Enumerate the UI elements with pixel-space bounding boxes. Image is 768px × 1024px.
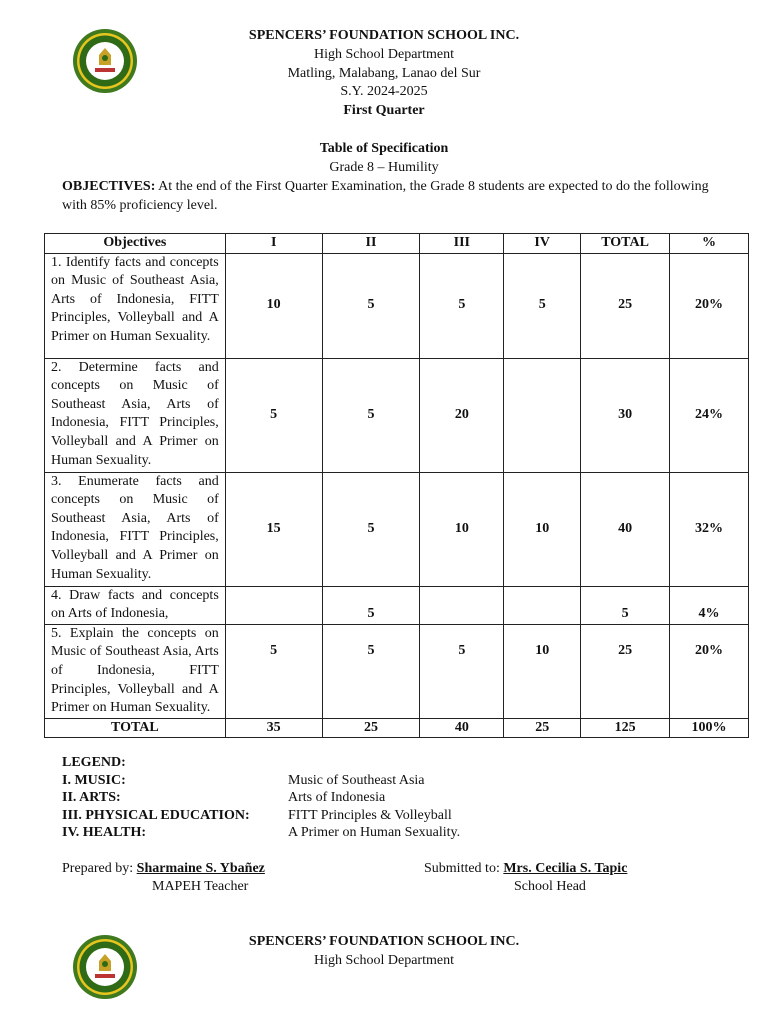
objective-cell: 3. Enumerate facts and concepts on Music of Southeast Asia, Arts of Indonesia, FITT Principles, Volleyball and A Primer on Human Sexuality. xyxy=(45,472,226,586)
legend-item xyxy=(62,807,460,825)
cell-total: 30 xyxy=(581,358,670,472)
address: Matling, Malabang, Lanao del Sur xyxy=(287,66,481,81)
quarter: First Quarter xyxy=(343,103,425,118)
submitted-to-block xyxy=(424,860,627,896)
table-header-row xyxy=(45,234,749,254)
cell-total: 25 xyxy=(581,253,670,358)
grade-section: Grade 8 – Humility xyxy=(329,160,439,175)
cell-percent: 4% xyxy=(670,586,749,624)
school-year: S.Y. 2024-2025 xyxy=(340,84,428,99)
cell-iv: 10 xyxy=(504,624,581,718)
cell-percent: 24% xyxy=(670,358,749,472)
cell-ii: 5 xyxy=(322,624,420,718)
objective-cell: 2. Determine facts and concepts on Music of Southeast Asia, Arts of Indonesia, FITT Principles, Volleyball and A Primer on Human Sexuality. xyxy=(45,358,226,472)
table-row xyxy=(45,624,749,718)
table-row xyxy=(45,358,749,472)
specification-table xyxy=(44,233,749,738)
header-objectives: Objectives xyxy=(45,234,226,254)
school-name: SPENCERS’ FOUNDATION SCHOOL INC. xyxy=(248,28,520,43)
cell-total: 25 xyxy=(581,624,670,718)
cell-i: 15 xyxy=(225,472,322,586)
total-iii: 40 xyxy=(420,718,504,738)
cell-total: 5 xyxy=(581,586,670,624)
legend-key: II. ARTS: xyxy=(62,790,121,805)
submitted-to-label: Submitted to: xyxy=(424,861,504,876)
legend-key: I. MUSIC: xyxy=(62,772,126,788)
legend-value: FITT Principles & Volleyball xyxy=(288,807,452,823)
cell-ii: 5 xyxy=(322,472,420,586)
prepared-by-block xyxy=(62,860,265,896)
cell-iv xyxy=(504,358,581,472)
footer-school-name: SPENCERS’ FOUNDATION SCHOOL INC. xyxy=(248,934,520,949)
cell-iv xyxy=(504,586,581,624)
cell-ii: 5 xyxy=(322,358,420,472)
total-label: TOTAL xyxy=(45,718,226,738)
header-i: I xyxy=(225,234,322,254)
prepared-by-role: MAPEH Teacher xyxy=(152,879,249,894)
legend-title: LEGEND: xyxy=(62,755,126,770)
table-row xyxy=(45,253,749,358)
cell-iii: 20 xyxy=(420,358,504,472)
cell-percent: 32% xyxy=(670,472,749,586)
header-iv: IV xyxy=(504,234,581,254)
cell-i: 5 xyxy=(225,624,322,718)
footer-department: High School Department xyxy=(314,953,454,968)
cell-iii: 5 xyxy=(420,253,504,358)
submitted-to-name: Mrs. Cecilia S. Tapic xyxy=(503,861,628,876)
department: High School Department xyxy=(314,47,454,62)
objective-cell: 4. Draw facts and concepts on Arts of Indonesia, xyxy=(45,586,226,624)
objectives-paragraph xyxy=(62,177,722,215)
legend-item xyxy=(62,772,460,790)
cell-iii xyxy=(420,586,504,624)
cell-iv: 10 xyxy=(504,472,581,586)
document-title: Table of Specification xyxy=(319,141,449,156)
legend-key: IV. HEALTH: xyxy=(62,825,147,840)
header-percent: % xyxy=(670,234,749,254)
total-iv: 25 xyxy=(504,718,581,738)
legend-item xyxy=(62,789,460,807)
cell-ii: 5 xyxy=(322,586,420,624)
cell-iv: 5 xyxy=(504,253,581,358)
legend-value: Music of Southeast Asia xyxy=(288,772,425,788)
header-iii: III xyxy=(420,234,504,254)
submitted-to-role: School Head xyxy=(514,879,586,894)
legend-value: Arts of Indonesia xyxy=(288,790,386,805)
objectives-text: At the end of the First Quarter Examination, the Grade 8 students are expected to do the following with 85% proficiency level. xyxy=(62,179,709,213)
total-percent: 100% xyxy=(670,718,749,738)
cell-iii: 5 xyxy=(420,624,504,718)
cell-i xyxy=(225,586,322,624)
objective-cell: 5. Explain the concepts on Music of Southeast Asia, Arts of Indonesia, FITT Principles, Volleyball and A Primer on Human Sexuality. xyxy=(45,624,226,718)
cell-iii: 10 xyxy=(420,472,504,586)
cell-i: 5 xyxy=(225,358,322,472)
cell-total: 40 xyxy=(581,472,670,586)
legend-item xyxy=(62,824,460,842)
prepared-by-label: Prepared by: xyxy=(62,861,137,876)
table-row xyxy=(45,586,749,624)
legend xyxy=(62,754,460,842)
cell-ii: 5 xyxy=(322,253,420,358)
objective-cell: 1. Identify facts and concepts on Music of Southeast Asia, Arts of Indonesia, FITT Principles, Volleyball and A Primer on Human Sexuality. xyxy=(45,253,226,358)
total-total: 125 xyxy=(581,718,670,738)
cell-i: 10 xyxy=(225,253,322,358)
objectives-label: OBJECTIVES: xyxy=(62,179,156,194)
prepared-by-name: Sharmaine S. Ybañez xyxy=(136,861,265,876)
total-i: 35 xyxy=(225,718,322,738)
header-ii: II xyxy=(322,234,420,254)
legend-value: A Primer on Human Sexuality. xyxy=(288,825,461,840)
cell-percent: 20% xyxy=(670,624,749,718)
table-row xyxy=(45,472,749,586)
total-ii: 25 xyxy=(322,718,420,738)
header-total: TOTAL xyxy=(581,234,670,254)
legend-key: III. PHYSICAL EDUCATION: xyxy=(62,807,250,823)
table-total-row xyxy=(45,718,749,738)
cell-percent: 20% xyxy=(670,253,749,358)
